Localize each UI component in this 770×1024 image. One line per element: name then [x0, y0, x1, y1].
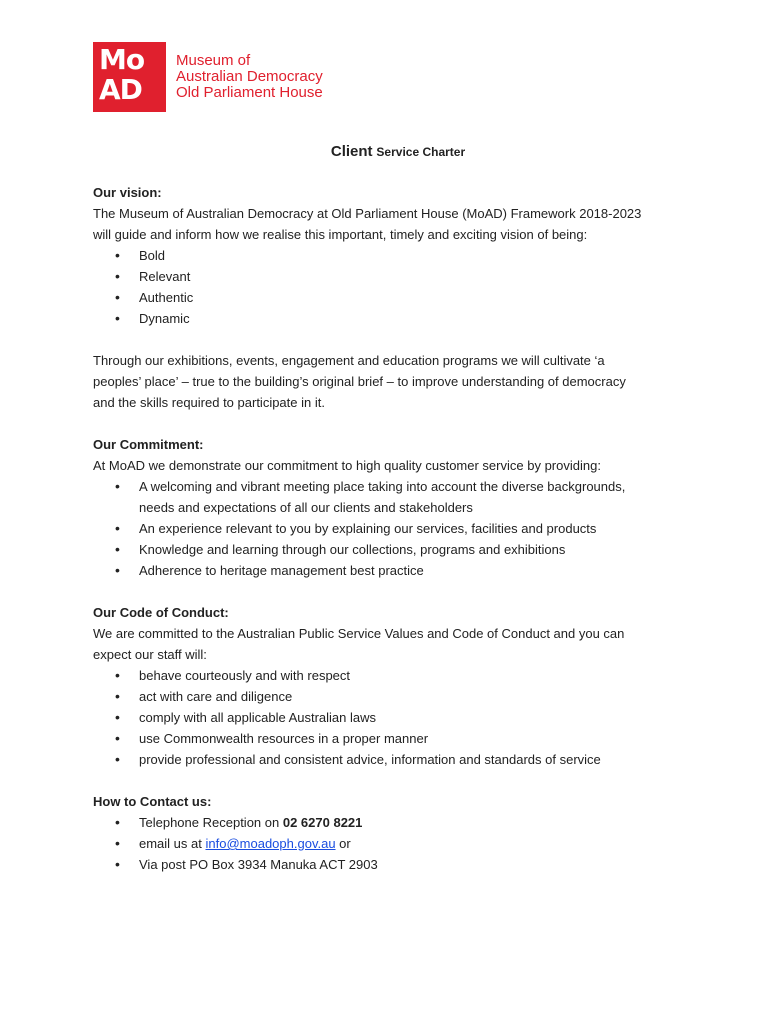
moad-logo-mark [93, 42, 166, 112]
vision-heading: Our vision: [93, 185, 162, 200]
conduct-heading: Our Code of Conduct: [93, 605, 229, 620]
logo-line-2: Australian Democracy [176, 68, 323, 85]
list-item: • An experience relevant to you by explaining our services, facilities and products [93, 518, 703, 539]
commitment-item-1b: needs and expectations of all our clients and stakeholders [139, 500, 473, 515]
logo-line-1: Museum of [176, 52, 251, 69]
list-item: • Adherence to heritage management best practice [93, 560, 703, 581]
contact-list [93, 812, 703, 875]
commitment-item-1a: A welcoming and vibrant meeting place taking into account the diverse backgrounds, [139, 479, 626, 494]
title-part-1: Client [330, 143, 373, 160]
commitment-heading: Our Commitment: [93, 437, 204, 452]
phone-label: Telephone Reception on [139, 815, 280, 830]
list-item: • Authentic [93, 287, 703, 308]
vision-paragraph-line-3: and the skills required to participate in it. [93, 395, 325, 410]
email-prefix: email us at [139, 836, 202, 851]
conduct-text-line-1: We are committed to the Australian Public Service Values and Code of Conduct and you can [93, 626, 625, 641]
list-item: • Bold [93, 245, 703, 266]
list-item: • Via post PO Box 3934 Manuka ACT 2903 [93, 854, 703, 875]
phone-number: 02 6270 8221 [282, 815, 363, 830]
list-item: • Dynamic [93, 308, 703, 329]
page-title [93, 141, 703, 163]
list-item: • provide professional and consistent advice, information and standards of service [93, 749, 703, 770]
vision-list [93, 245, 703, 329]
list-item: • use Commonwealth resources in a proper manner [93, 728, 703, 749]
list-item: • act with care and diligence [93, 686, 703, 707]
email-link[interactable]: info@moadoph.gov.au [205, 836, 336, 851]
list-item [93, 833, 703, 854]
list-item [93, 812, 703, 833]
conduct-list [93, 665, 703, 770]
logo-line-3: Old Parliament House [176, 84, 323, 101]
list-item: • Knowledge and learning through our collections, programs and exhibitions [93, 539, 703, 560]
contact-heading: How to Contact us: [93, 794, 212, 809]
vision-text-line-1: The Museum of Australian Democracy at Old Parliament House (MoAD) Framework 2018-2023 [93, 206, 642, 221]
logo-text [176, 53, 323, 101]
title-part-2: Service Charter [376, 145, 466, 159]
document-body [93, 141, 703, 875]
commitment-text: At MoAD we demonstrate our commitment to high quality customer service by providing: [93, 458, 601, 473]
email-suffix: or [339, 836, 351, 851]
vision-text-line-2: will guide and inform how we realise this important, timely and exciting vision of being: [93, 227, 588, 242]
logo-mark-top: Mo [99, 43, 145, 76]
list-item: • behave courteously and with respect [93, 665, 703, 686]
commitment-list [93, 476, 703, 581]
list-item [93, 476, 703, 518]
list-item: • comply with all applicable Australian laws [93, 707, 703, 728]
list-item: • Relevant [93, 266, 703, 287]
logo-mark-bottom: AD [99, 73, 142, 106]
conduct-text-line-2: expect our staff will: [93, 647, 207, 662]
vision-paragraph-line-2: peoples’ place’ – true to the building’s original brief – to improve understanding of democracy [93, 374, 626, 389]
vision-paragraph-line-1: Through our exhibitions, events, engagement and education programs we will cultivate ‘a [93, 353, 605, 368]
